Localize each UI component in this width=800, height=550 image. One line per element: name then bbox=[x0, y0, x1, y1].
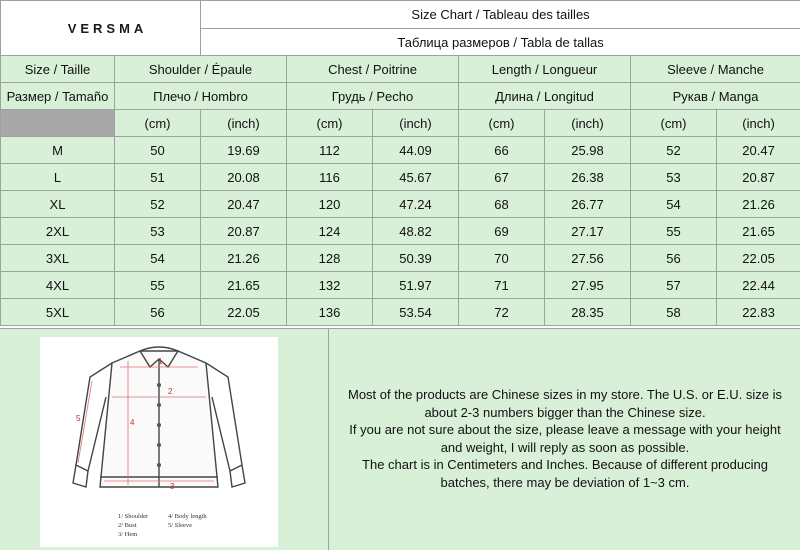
legend-sleeve: 5/ Sleeve bbox=[168, 522, 192, 529]
value-cell: 136 bbox=[287, 299, 373, 326]
value-cell: 55 bbox=[115, 272, 201, 299]
unit-cm: (cm) bbox=[459, 110, 545, 137]
size-cell: XL bbox=[1, 191, 115, 218]
value-cell: 54 bbox=[115, 245, 201, 272]
divider bbox=[328, 329, 329, 550]
value-cell: 120 bbox=[287, 191, 373, 218]
value-cell: 58 bbox=[631, 299, 717, 326]
sleeve-header: Sleeve / Manche bbox=[631, 56, 800, 83]
size-header: Size / Taille bbox=[1, 56, 115, 83]
value-cell: 21.65 bbox=[201, 272, 287, 299]
value-cell: 48.82 bbox=[373, 218, 459, 245]
table-row bbox=[1, 218, 800, 245]
value-cell: 57 bbox=[631, 272, 717, 299]
value-cell: 55 bbox=[631, 218, 717, 245]
table-row bbox=[1, 164, 800, 191]
chart-subtitle: Таблица размеров / Tabla de tallas bbox=[201, 29, 800, 56]
sleeve-header-2: Рукав / Manga bbox=[631, 83, 800, 110]
value-cell: 128 bbox=[287, 245, 373, 272]
value-cell: 52 bbox=[631, 137, 717, 164]
value-cell: 51.97 bbox=[373, 272, 459, 299]
value-cell: 22.05 bbox=[201, 299, 287, 326]
shoulder-header-2: Плечо / Hombro bbox=[115, 83, 287, 110]
value-cell: 21.65 bbox=[717, 218, 800, 245]
value-cell: 72 bbox=[459, 299, 545, 326]
value-cell: 22.83 bbox=[717, 299, 800, 326]
value-cell: 19.69 bbox=[201, 137, 287, 164]
shirt-measurement-diagram bbox=[40, 337, 278, 547]
mark-4: 4 bbox=[130, 418, 135, 427]
note-line: The chart is in Centimeters and Inches. Because of different producing bbox=[330, 456, 800, 474]
value-cell: 21.26 bbox=[717, 191, 800, 218]
value-cell: 51 bbox=[115, 164, 201, 191]
table-row bbox=[1, 272, 800, 299]
value-cell: 67 bbox=[459, 164, 545, 191]
value-cell: 112 bbox=[287, 137, 373, 164]
size-cell: M bbox=[1, 137, 115, 164]
size-cell: 4XL bbox=[1, 272, 115, 299]
value-cell: 71 bbox=[459, 272, 545, 299]
table-row bbox=[1, 299, 800, 326]
value-cell: 56 bbox=[631, 245, 717, 272]
size-cell: 2XL bbox=[1, 218, 115, 245]
unit-cm: (cm) bbox=[287, 110, 373, 137]
value-cell: 124 bbox=[287, 218, 373, 245]
size-cell: 5XL bbox=[1, 299, 115, 326]
value-cell: 28.35 bbox=[545, 299, 631, 326]
value-cell: 20.08 bbox=[201, 164, 287, 191]
value-cell: 25.98 bbox=[545, 137, 631, 164]
size-note bbox=[330, 386, 800, 491]
value-cell: 53.54 bbox=[373, 299, 459, 326]
value-cell: 56 bbox=[115, 299, 201, 326]
note-line: and weight, I will reply as soon as possible. bbox=[330, 439, 800, 457]
shirt-illustration bbox=[40, 337, 278, 507]
note-line: If you are not sure about the size, please leave a message with your height bbox=[330, 421, 800, 439]
legend-body-length: 4/ Body length bbox=[168, 513, 207, 520]
value-cell: 27.95 bbox=[545, 272, 631, 299]
note-line: Most of the products are Chinese sizes in my store. The U.S. or E.U. size is bbox=[330, 386, 800, 404]
size-cell: L bbox=[1, 164, 115, 191]
chart-title: Size Chart / Tableau des tailles bbox=[201, 1, 800, 29]
unit-inch: (inch) bbox=[545, 110, 631, 137]
note-line: about 2-3 numbers bigger than the Chinese size. bbox=[330, 404, 800, 422]
value-cell: 53 bbox=[631, 164, 717, 191]
table-row bbox=[1, 137, 800, 164]
size-header-2: Размер / Tamaño bbox=[1, 83, 115, 110]
shoulder-header: Shoulder / Épaule bbox=[115, 56, 287, 83]
legend-bust: 2/ Bust bbox=[118, 522, 137, 529]
chest-header: Chest / Poitrine bbox=[287, 56, 459, 83]
size-cell: 3XL bbox=[1, 245, 115, 272]
info-section bbox=[0, 328, 800, 550]
value-cell: 70 bbox=[459, 245, 545, 272]
value-cell: 22.05 bbox=[717, 245, 800, 272]
note-line: batches, there may be deviation of 1~3 cm. bbox=[330, 474, 800, 492]
mark-2: 2 bbox=[168, 387, 173, 396]
table-row bbox=[1, 245, 800, 272]
value-cell: 26.38 bbox=[545, 164, 631, 191]
value-cell: 53 bbox=[115, 218, 201, 245]
value-cell: 50.39 bbox=[373, 245, 459, 272]
mark-1: 1 bbox=[158, 357, 163, 366]
value-cell: 22.44 bbox=[717, 272, 800, 299]
unit-inch: (inch) bbox=[717, 110, 800, 137]
unit-inch: (inch) bbox=[201, 110, 287, 137]
unit-blank-cell bbox=[1, 110, 115, 137]
value-cell: 132 bbox=[287, 272, 373, 299]
value-cell: 44.09 bbox=[373, 137, 459, 164]
length-header-2: Длина / Longitud bbox=[459, 83, 631, 110]
mark-5: 5 bbox=[76, 414, 81, 423]
table-row bbox=[1, 191, 800, 218]
value-cell: 69 bbox=[459, 218, 545, 245]
value-cell: 50 bbox=[115, 137, 201, 164]
length-header: Length / Longueur bbox=[459, 56, 631, 83]
value-cell: 27.56 bbox=[545, 245, 631, 272]
value-cell: 20.87 bbox=[201, 218, 287, 245]
value-cell: 52 bbox=[115, 191, 201, 218]
value-cell: 66 bbox=[459, 137, 545, 164]
chest-header-2: Грудь / Pecho bbox=[287, 83, 459, 110]
unit-cm: (cm) bbox=[115, 110, 201, 137]
value-cell: 116 bbox=[287, 164, 373, 191]
value-cell: 27.17 bbox=[545, 218, 631, 245]
value-cell: 20.47 bbox=[201, 191, 287, 218]
legend-hem: 3/ Hem bbox=[118, 531, 137, 538]
value-cell: 47.24 bbox=[373, 191, 459, 218]
value-cell: 26.77 bbox=[545, 191, 631, 218]
unit-cm: (cm) bbox=[631, 110, 717, 137]
brand-logo: VERSMA bbox=[1, 1, 201, 56]
value-cell: 20.47 bbox=[717, 137, 800, 164]
unit-inch: (inch) bbox=[373, 110, 459, 137]
value-cell: 54 bbox=[631, 191, 717, 218]
value-cell: 20.87 bbox=[717, 164, 800, 191]
value-cell: 45.67 bbox=[373, 164, 459, 191]
legend-shoulder: 1/ Shoulder bbox=[118, 513, 148, 520]
value-cell: 21.26 bbox=[201, 245, 287, 272]
mark-3: 3 bbox=[170, 482, 175, 491]
value-cell: 68 bbox=[459, 191, 545, 218]
